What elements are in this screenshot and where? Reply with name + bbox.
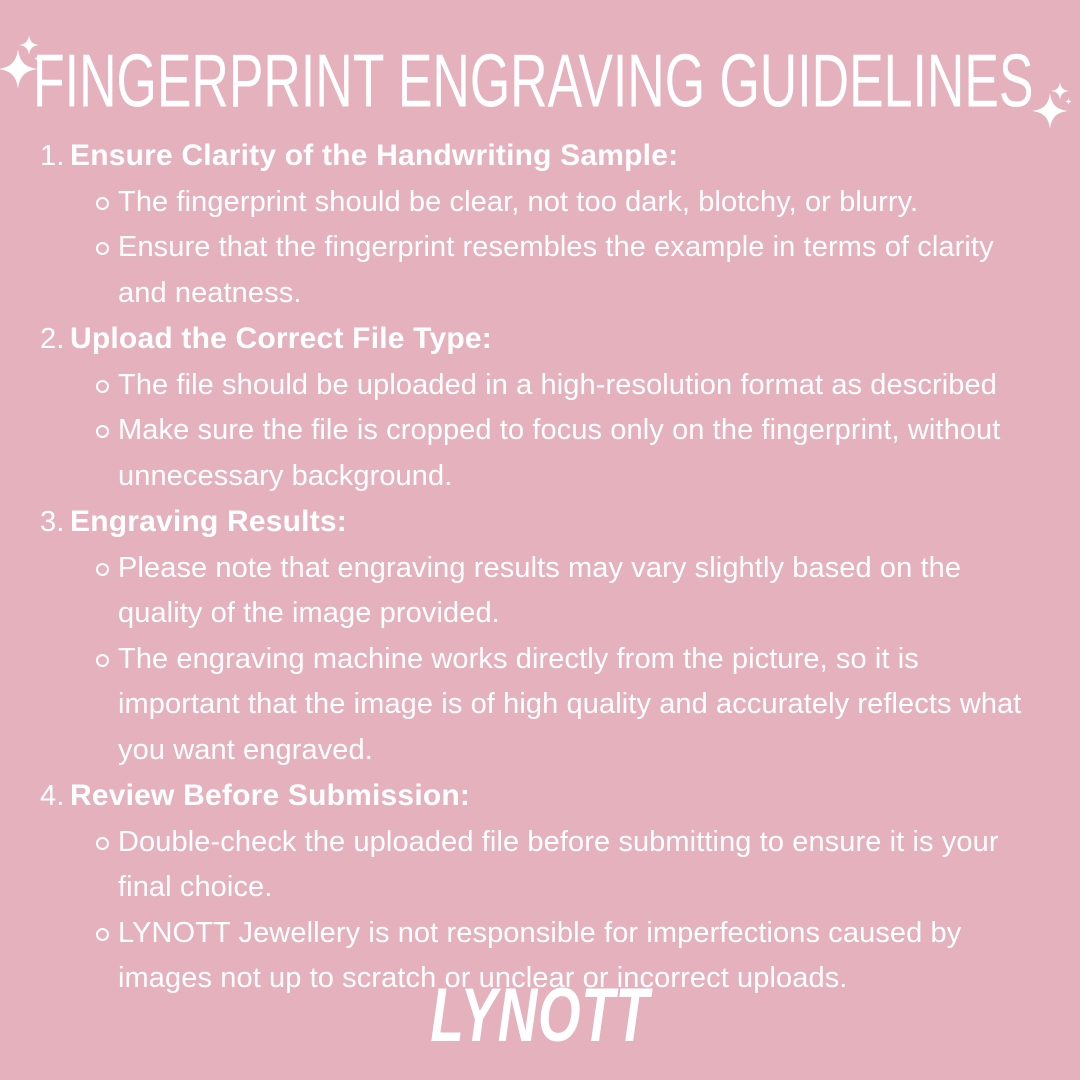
guideline-heading-row: [40, 316, 1045, 363]
bullet-text: Ensure that the fingerprint resembles the example in terms of clarity and neatness.: [118, 231, 994, 309]
guideline-heading: Engraving Results:: [70, 505, 347, 538]
guideline-heading-row: [40, 499, 1045, 546]
guideline-bullet: [40, 820, 1045, 911]
circle-bullet-icon: [96, 654, 109, 667]
circle-bullet-icon: [96, 425, 109, 438]
guideline-heading-row: [40, 773, 1045, 820]
brand-logo: LYNOTT: [430, 973, 650, 1058]
page-title: FINGERPRINT ENGRAVING GUIDELINES: [33, 39, 1034, 124]
bullet-text: Double-check the uploaded file before submitting to ensure it is your final choice.: [118, 825, 999, 903]
guideline-bullet: [40, 225, 1045, 316]
guideline-heading: Ensure Clarity of the Handwriting Sample:: [70, 139, 679, 172]
circle-bullet-icon: [96, 837, 109, 850]
guideline-bullet: [40, 546, 1045, 637]
circle-bullet-icon: [96, 928, 109, 941]
bullet-text: LYNOTT Jewellery is not responsible for imperfections caused by images not up to scratch or unclear or incorrect uploads.: [118, 916, 962, 994]
guideline-number: 2.: [40, 323, 65, 355]
guidelines-list: [40, 133, 1045, 1002]
circle-bullet-icon: [96, 242, 109, 255]
bullet-text: Make sure the file is cropped to focus only on the fingerprint, without unnecessary background.: [118, 414, 1001, 492]
bullet-text: The file should be uploaded in a high-resolution format as described: [118, 368, 997, 401]
circle-bullet-icon: [96, 380, 109, 393]
bullet-text: The engraving machine works directly from the picture, so it is important that the image is of high quality and accurately reflects what you want engraved.: [118, 642, 1022, 766]
circle-bullet-icon: [96, 563, 109, 576]
guideline-heading: Upload the Correct File Type:: [70, 322, 492, 355]
guideline-bullet: [40, 408, 1045, 499]
guideline-item: [40, 773, 1045, 1002]
guideline-number: 1.: [40, 140, 65, 172]
guideline-item: [40, 316, 1045, 499]
guideline-number: 3.: [40, 506, 65, 538]
guideline-bullet: [40, 637, 1045, 774]
bullet-text: Please note that engraving results may vary slightly based on the quality of the image provided.: [118, 551, 962, 629]
circle-bullet-icon: [96, 197, 109, 210]
guideline-number: 4.: [40, 780, 65, 812]
bullet-text: The fingerprint should be clear, not too dark, blotchy, or blurry.: [118, 185, 919, 218]
guideline-bullet: [40, 363, 1045, 409]
guideline-heading-row: [40, 133, 1045, 180]
guideline-heading: Review Before Submission:: [70, 779, 471, 812]
guideline-bullet: [40, 180, 1045, 226]
guideline-item: [40, 499, 1045, 773]
guideline-item: [40, 133, 1045, 316]
sparkle-icon: [1028, 78, 1078, 138]
